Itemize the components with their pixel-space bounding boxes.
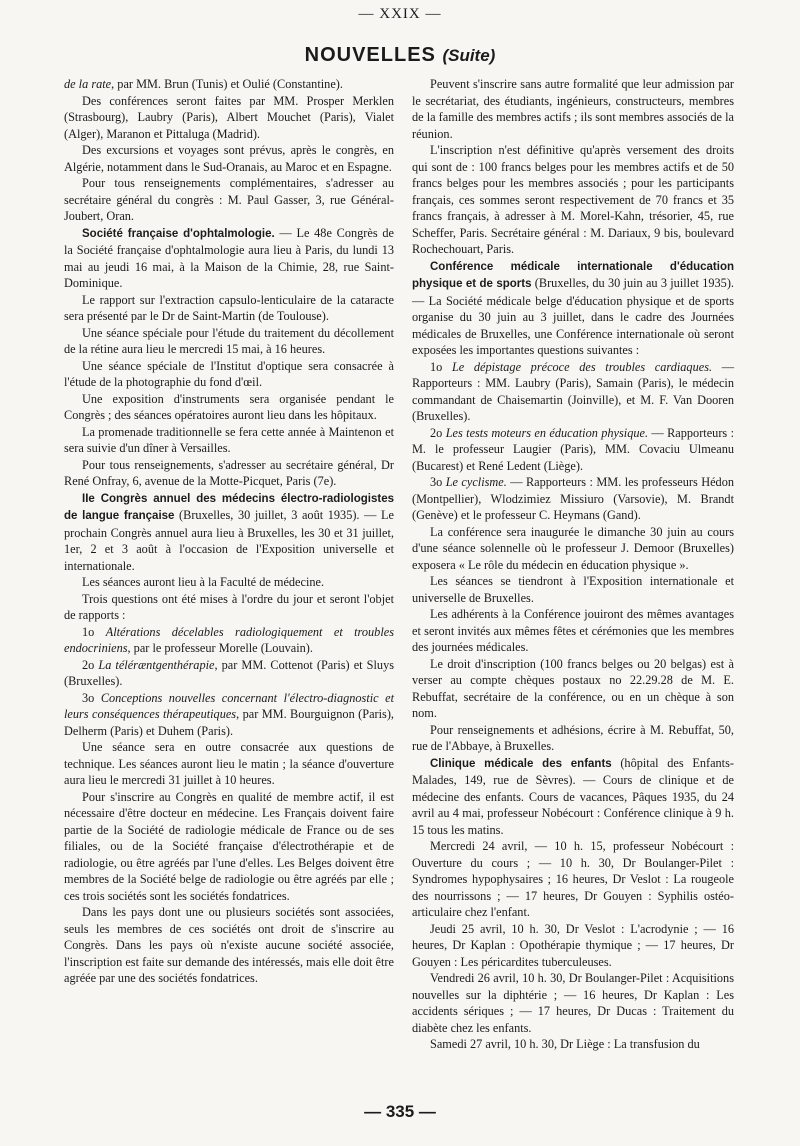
paragraph	[412, 573, 734, 606]
italic-text: Altérations décelables radiologiquement et troubles endocriniens	[64, 624, 394, 655]
paragraph-text: Samedi 27 avril, 10 h. 30, Dr Liège : La transfusion du	[430, 1037, 700, 1051]
paragraph	[412, 425, 734, 475]
paragraph-text: Les séances auront lieu à la Faculté de médecine.	[82, 575, 325, 589]
paragraph-text: 2o	[82, 657, 99, 672]
paragraph	[64, 93, 394, 143]
paragraph-text: Le droit d'inscription (100 francs belges ou 20 belgas) est à verser au compte chèques postaux no 22.29.28 de M. E. Rebuffat, secrétaire de la conférence, ou en un chèque à son nom.	[412, 656, 734, 720]
paragraph	[64, 690, 394, 740]
paragraph-text: 2o	[430, 425, 446, 440]
paragraph-text: Pour tous renseignements complémentaires, s'adresser au secrétaire général du congrès : M. Paul Gasser, 3, rue Général-Joubert, Oran.	[64, 176, 394, 223]
paragraph-text: Des excursions et voyages sont prévus, après le congrès, en Algérie, notamment dans le Sud-Oranais, au Maroc et en Espagne.	[64, 143, 394, 174]
paragraph-text: Le rapport sur l'extraction capsulo-lenticulaire de la cataracte sera présenté par le Dr de Saint-Martin (de Toulouse).	[64, 292, 394, 323]
paragraph-text: Les adhérents à la Conférence jouiront des mêmes avantages et seront invités aux mêmes fêtes et cérémonies que les membres des journées médicales.	[412, 607, 734, 654]
paragraph-text: , par MM. Cottenot (Paris) et Sluys (Bruxelles).	[64, 657, 394, 688]
paragraph	[412, 1036, 734, 1053]
paragraph-text: , par MM. Brun (Tunis) et Oulié (Constantine).	[111, 77, 343, 91]
right-column	[412, 76, 734, 1053]
paragraph	[64, 325, 394, 358]
page-roman-numeral: — XXIX —	[358, 6, 442, 22]
paragraph-text: (hôpital des Enfants-Malades, 149, rue de Sèvres). — Cours de clinique et de médecine des enfants. Cours de vacances, Pâques 1935, du 24 avril au 4 mai, professeur Nobécourt : Conférence clinique à 9 h. 15 tous les matins.	[412, 755, 734, 837]
paragraph	[412, 838, 734, 921]
paragraph	[412, 524, 734, 574]
paragraph	[64, 391, 394, 424]
paragraph	[64, 904, 394, 987]
paragraph	[412, 755, 734, 839]
paragraph	[412, 474, 734, 524]
paragraph-text: Jeudi 25 avril, 10 h. 30, Dr Veslot : L'acrodynie ; — 16 heures, Dr Kaplan : Opothérapie thymique ; — 17 heures, Dr Gouyen : Les péricardites tuberculeuses.	[412, 921, 734, 969]
paragraph-text: La promenade traditionnelle se fera cette année à Maintenon et sera suivie d'un dîner à Versailles.	[64, 424, 394, 455]
section-heading: Conférence médicale internationale d'éducation physique et de sports	[412, 260, 734, 290]
paragraph	[64, 457, 394, 490]
paragraph-text: (Bruxelles, du 30 juin au 3 juillet 1935). — La Société médicale belge d'éducation physique et de sports organise du 30 juin au 3 juillet, dans le cadre des Journées médicales de Bruxelles, une Conférence internationale où seront exposées les importantes questions suivantes :	[412, 276, 735, 357]
paragraph-text: 3o	[430, 475, 446, 489]
section-title	[0, 44, 800, 67]
paragraph	[64, 657, 394, 690]
paragraph-text: L'inscription n'est définitive qu'après versement des droits qui sont de : 100 francs belges pour les membres actifs et de 50 francs belges pour les membres associés ; pour les participants français, ces sommes seront respectivement de 70 francs et 35 francs français, à adresser à M. Morel-Kahn, trésorier, 45, rue Scheffer, Paris. Secrétaire général : M. Dariaux, 9 bis, boulevard Rochechouart, Paris.	[412, 143, 734, 256]
paragraph-text: La conférence sera inaugurée le dimanche 30 juin au cours d'une séance solennelle où le professeur J. Demoor (Bruxelles) exposera « Le rôle du médecin en éducation physique ».	[412, 524, 734, 572]
paragraph	[64, 624, 394, 657]
paragraph	[64, 225, 394, 292]
paragraph	[64, 490, 394, 575]
paragraph	[412, 359, 734, 425]
paragraph-text: — Rapporteurs : MM. les professeurs Hédon (Montpellier), Wlodzimiez Missiuro (Varsovie), M. Brandt (Genève) et le professeur C. Heymans (Gand).	[412, 475, 734, 522]
paragraph-text: Pour s'inscrire au Congrès en qualité de membre actif, il est nécessaire d'être docteur en médecine. Les Français doivent faire partie de la Société de radiologie médicale de France ou de ses filiales, ou de la Société française d'électrothérapie et de radiologie, ou être agréés par l'une d'elles. Les Belges doivent être membres de la Société belge de radiologie ou être agréés par elle ; ces trois sociétés sont les sociétés fondatrices.	[64, 789, 394, 903]
paragraph	[412, 656, 734, 722]
italic-text: Le dépistage précoce des troubles cardiaques.	[451, 359, 713, 374]
italic-text: de la rate	[64, 77, 112, 91]
page-number: — 335 —	[364, 1102, 436, 1121]
section-title-sub: (Suite)	[442, 46, 496, 65]
paragraph	[412, 921, 734, 971]
paragraph	[412, 258, 734, 359]
paragraph-text: Vendredi 26 avril, 10 h. 30, Dr Boulanger-Pilet : Acquisitions nouvelles sur la diphtérie ; — 16 heures, Dr Kaplan : Les accidents sériques ; — 17 heures, Dr Ducas : Traitement du diabète chez les enfants.	[412, 971, 734, 1035]
paragraph-text: Des conférences seront faites par MM. Prosper Merklen (Strasbourg), Laubry (Paris), Albert Mouchet (Paris), Vialet (Alger), Maranon et Pittaluga (Madrid).	[64, 93, 394, 141]
paragraph-text: Une séance sera en outre consacrée aux questions de technique. Les séances auront lieu le matin ; la séance d'ouverture aura lieu le mercredi 31 juillet à 10 heures.	[64, 740, 394, 787]
paragraph-text: 1o	[82, 624, 106, 639]
italic-text: Les tests moteurs en éducation physique.	[445, 425, 649, 440]
paragraph-text: — Rapporteurs : MM. Laubry (Paris), Samain (Paris), le médecin commandant de Chaisemartin (Joinville), et M. F. Van Dooren (Bruxelles).	[412, 359, 735, 423]
section-heading: Société française d'ophtalmologie.	[82, 227, 275, 240]
paragraph-text: , par MM. Bourguignon (Paris), Delherm (Paris) et Duhem (Paris).	[64, 707, 394, 738]
paragraph-text: Une séance spéciale pour l'étude du traitement du décollement de la rétine aura lieu le mercredi 15 mai, à 16 heures.	[64, 325, 394, 356]
paragraph	[64, 142, 394, 175]
italic-text: Conceptions nouvelles concernant l'électro-diagnostic et leurs conséquences thérapeutiques	[64, 690, 395, 721]
paragraph	[64, 739, 394, 789]
paragraph-text: Pour tous renseignements, s'adresser au secrétaire général, Dr René Onfray, 6, avenue de la Motte-Picquet, Paris (7e).	[64, 457, 394, 488]
paragraph	[64, 424, 394, 457]
paragraph-text: Peuvent s'inscrire sans autre formalité que leur admission par le secrétariat, des étudiants, ingénieurs, constructeurs, membres de la famille des membres actifs ; ils sont membres associés de la réunion.	[412, 77, 734, 141]
section-heading: IIe Congrès annuel des médecins électro-radiologistes de langue française	[64, 492, 394, 522]
paragraph	[412, 606, 734, 656]
paragraph-text: 3o	[82, 690, 101, 705]
paragraph-text: Dans les pays dont une ou plusieurs sociétés sont associées, seuls les membres de ces sociétés ont droit de s'inscrire au Congrès. Dans les pays où n'existe aucune société associée, l'inscription est faite sur demande des intéressés, mais elle doit être agréée par une des sociétés fondatrices.	[64, 905, 394, 985]
left-column	[64, 76, 394, 987]
section-heading: Clinique médicale des enfants	[430, 757, 612, 770]
paragraph	[64, 292, 394, 325]
paragraph-text: , par le professeur Morelle (Louvain).	[127, 641, 313, 655]
paragraph	[412, 722, 734, 755]
paragraph	[64, 591, 394, 624]
paragraph	[64, 358, 394, 391]
paragraph-text: (Bruxelles, 30 juillet, 3 août 1935). — Le prochain Congrès annuel aura lieu à Bruxelles, les 30 et 31 juillet, 1er, 2 et 3 août à l'occasion de l'Exposition universelle et internationale.	[64, 508, 394, 573]
paragraph	[412, 76, 734, 142]
paragraph-text: 1o	[430, 359, 452, 374]
paragraph-text: Mercredi 24 avril, — 10 h. 15, professeur Nobécourt : Ouverture du cours ; — 10 h. 30, Dr Boulanger-Pilet : Syndromes hypophysaires ; 16 heures, Dr Veslot : La rougeole des nourrissons ; — 17 heures, Dr Gouyen : Syphilis ostéo-articulaire chez l'enfant.	[412, 839, 734, 919]
paragraph-text: — Le 48e Congrès de la Société française d'ophtalmologie aura lieu à Paris, du lundi 13 mai au jeudi 16 mai, à la Maison de la Chimie, 28, rue Saint-Dominique.	[64, 225, 394, 290]
paragraph	[64, 574, 394, 591]
paragraph-text: Pour renseignements et adhésions, écrire à M. Rebuffat, 50, rue de l'Abbaye, à Bruxelles.	[412, 722, 734, 753]
paragraph	[412, 142, 734, 258]
paragraph	[64, 76, 394, 93]
paragraph-text: Une exposition d'instruments sera organisée pendant le Congrès ; des séances opératoires auront lieu dans les hôpitaux.	[64, 391, 394, 422]
italic-text: Le cyclisme.	[445, 475, 507, 489]
paragraph-text: Trois questions ont été mises à l'ordre du jour et seront l'objet de rapports :	[64, 591, 394, 622]
paragraph-text: — Rapporteurs : M. le professeur Laugier (Paris), MM. Covaciu Ulmeanu (Bucarest) et René Ledent (Liège).	[412, 425, 735, 473]
italic-text: La téléræntgenthérapie	[98, 657, 215, 672]
paragraph-text: Une séance spéciale de l'Institut d'optique sera consacrée à l'étude de la photographie du fond d'œil.	[64, 358, 394, 389]
paragraph	[412, 970, 734, 1036]
paragraph	[64, 175, 394, 225]
paragraph	[64, 789, 394, 905]
section-title-main: NOUVELLES	[304, 44, 436, 66]
paragraph-text: Les séances se tiendront à l'Exposition internationale et universelle de Bruxelles.	[412, 574, 734, 605]
